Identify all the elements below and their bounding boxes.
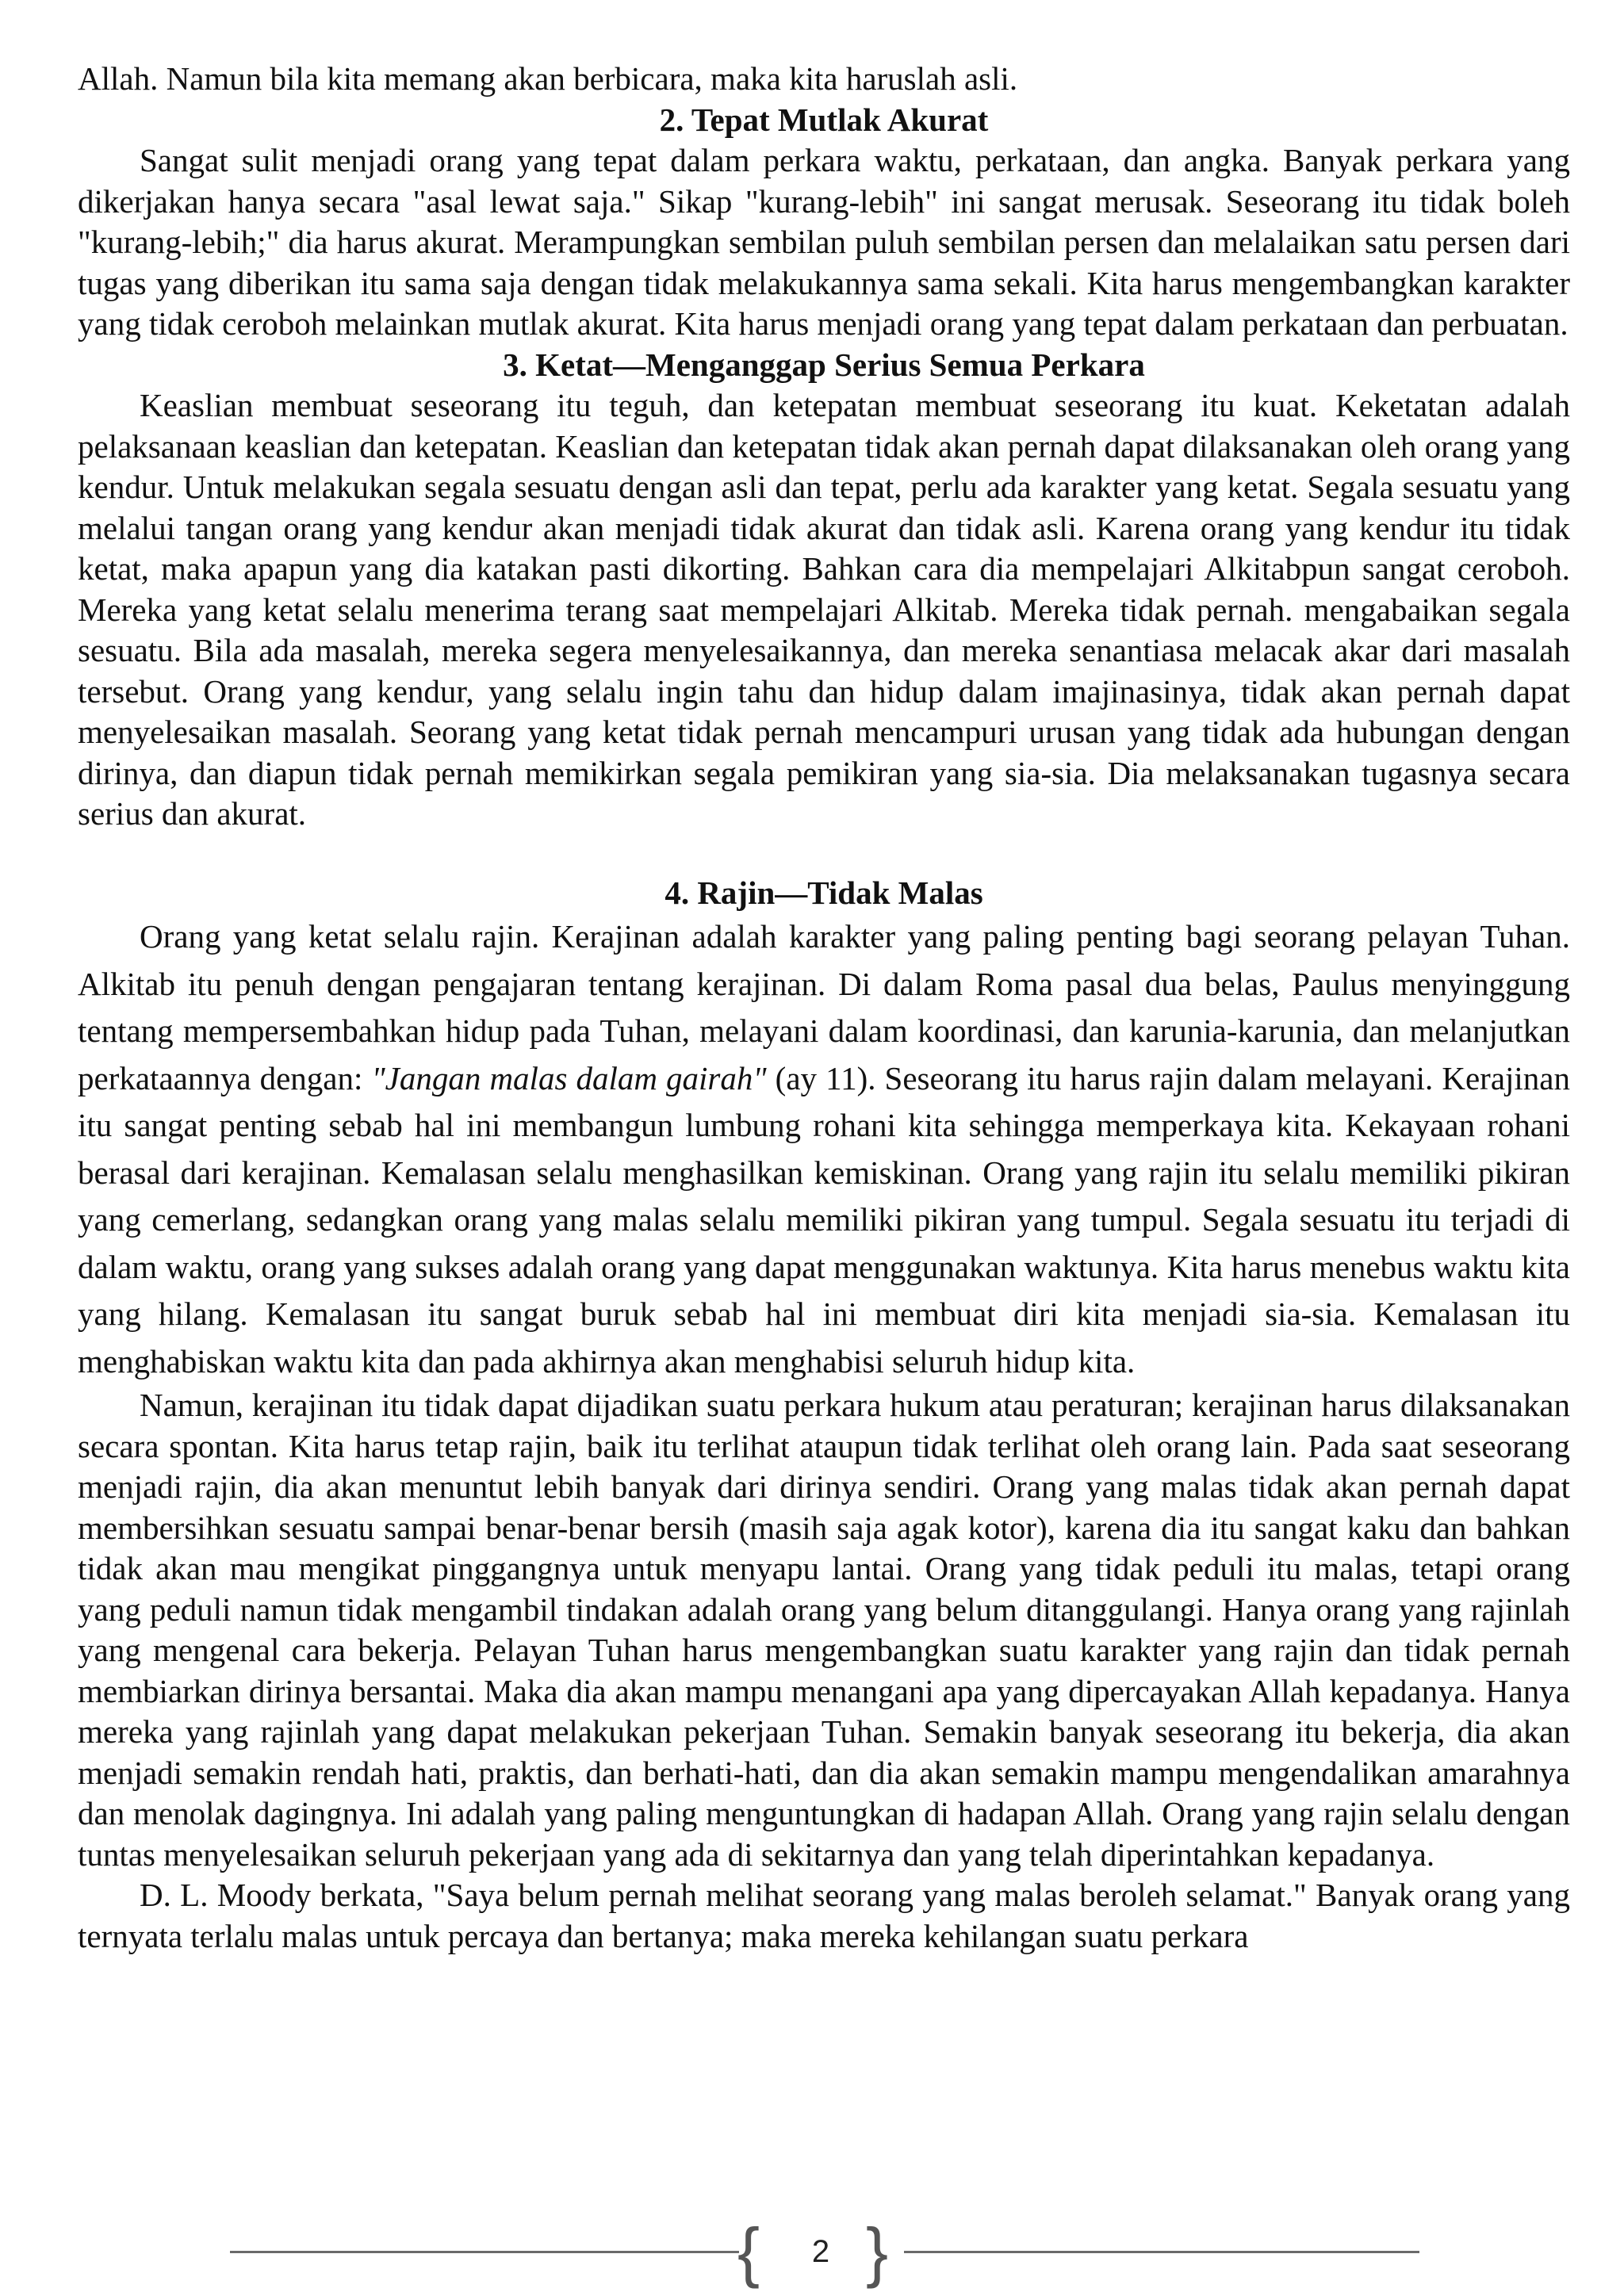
paragraph-rajin-part-2: (ay 11). Seseorang itu harus rajin dalam melayani. Kerajinan itu sangat penting sebab hal ini membangun lumbung rohani kita sehingga memperkaya kita. Kekayaan rohani berasal dari kerajinan. Kemalasan selalu menghasilkan kemiskinan. Orang yang rajin itu selalu memiliki pikiran yang cemerlang, sedangkan orang yang malas selalu memiliki pikiran yang tumpul. Segala sesuatu itu terjadi di dalam waktu, orang yang sukses adalah orang yang dapat menggunakan waktunya. Kita harus menebus waktu kita yang hilang. Kemalasan itu sangat buruk sebab hal ini membuat diri kita menjadi sia-sia. Kemalasan itu menghabiskan waktu kita dan pada akhirnya akan menghabisi seluruh hidup kita. [78, 1059, 1571, 1380]
footer-rule-left [230, 2251, 739, 2253]
open-brace-icon: { [737, 2214, 760, 2289]
footer-rule-right [904, 2251, 1419, 2253]
paragraph-ketat: Keaslian membuat seseorang itu teguh, dan ketepatan membuat seseorang itu kuat. Keketatan adalah pelaksanaan keaslian dan ketepatan. Keaslian dan ketepatan tidak akan pernah dapat dilaksanakan oleh orang yang kendur. Untuk melakukan segala sesuatu dengan asli dan tepat, perlu ada karakter yang ketat. Segala sesuatu yang melalui tangan orang yang kendur akan menjadi tidak akurat dan tidak asli. Karena orang yang kendur itu tidak ketat, maka apapun yang dia katakan pasti dikorting. Bahkan cara dia mempelajari Alkitabpun sangat ceroboh. Mereka yang ketat selalu menerima terang saat mempelajari Alkitab. Mereka tidak pernah. mengabaikan segala sesuatu. Bila ada masalah, mereka segera menyelesaikannya, dan mereka senantiasa melacak akar dari masalah tersebut. Orang yang kendur, yang selalu ingin tahu dan hidup dalam imajinasinya, tidak akan pernah dapat menyelesaikan masalah. Seorang yang ketat tidak pernah mencampuri urusan yang tidak ada hubungan dengan dirinya, dan diapun tidak pernah memikirkan segala pemikiran yang sia-sia. Dia melaksanakan tugasnya secara serius dan akurat. [78, 387, 1570, 832]
close-brace-icon: } [866, 2214, 889, 2289]
section-gap [78, 835, 1570, 873]
page-body [78, 59, 1570, 1957]
heading-rajin: 4. Rajin—Tidak Malas [665, 874, 983, 911]
paragraph-tepat: Sangat sulit menjadi orang yang tepat dalam perkara waktu, perkataan, dan angka. Banyak perkara yang dikerjakan hanya secara "asal lewat saja." Sikap "kurang-lebih" ini sangat merusak. Seseorang itu tidak boleh "kurang-lebih;" dia harus akurat. Merampungkan sembilan puluh sembilan persen dan melalaikan satu persen dari tugas yang diberikan itu sama saja dengan tidak melakukannya sama sekali. Kita harus mengembangkan karakter yang tidak ceroboh melainkan mutlak akurat. Kita harus menjadi orang yang tepat dalam perkataan dan perbuatan. [78, 142, 1570, 342]
paragraph-rajin-part-1: Orang yang ketat selalu rajin. Kerajinan adalah karakter yang paling penting bagi seorang pelayan Tuhan. Alkitab itu penuh dengan pengajaran tentang kerajinan. Di dalam Roma pasal dua belas, Paulus menyinggung tentang mempersembahkan hidup pada Tuhan, melayani dalam koordinasi, dan karunia-karunia, dan melanjutkan perkataannya dengan: [78, 918, 1570, 1096]
heading-ketat: 3. Ketat—Menganggap Serius Semua Perkara [503, 346, 1145, 383]
paragraph-namun: Namun, kerajinan itu tidak dapat dijadikan suatu perkara hukum atau peraturan; kerajinan harus dilaksanakan secara spontan. Kita harus tetap rajin, baik itu terlihat ataupun tidak terlihat oleh orang lain. Pada saat seseorang menjadi rajin, dia akan menuntut lebih banyak dari dirinya sendiri. Orang yang malas tidak akan pernah dapat membersihkan sesuatu sampai benar-benar bersih (masih saja agak kotor), karena dia itu sangat kaku dan bahkan tidak akan mau mengikat pinggangnya untuk menyapu lantai. Orang yang tidak peduli itu malas, tetapi orang yang peduli namun tidak mengambil tindakan adalah orang yang belum ditanggulangi. Hanya orang yang rajinlah yang mengenal cara bekerja. Pelayan Tuhan harus mengembangkan suatu karakter yang rajin dan tidak pernah membiarkan dirinya bersantai. Maka dia akan mampu menangani apa yang dipercayakan Allah kepadanya. Hanya mereka yang rajinlah yang dapat melakukan pekerjaan Tuhan. Semakin banyak seseorang itu bekerja, dia akan menjadi semakin rendah hati, praktis, dan berhati-hati, dan dia akan semakin mampu mengendalikan amarahnya dan menolak dagingnya. Ini adalah yang paling menguntungkan di hadapan Allah. Orang yang rajin selalu dengan tuntas menyelesaikan seluruh pekerjaan yang ada di sekitarnya dan yang telah diperintahkan kepadanya. [78, 1387, 1570, 1873]
paragraph-moody: D. L. Moody berkata, "Saya belum pernah melihat seorang yang malas beroleh selamat." Banyak orang yang ternyata terlalu malas untuk percaya dan bertanya; maka mereka kehilangan suatu perkara [78, 1877, 1570, 1954]
paragraph-rajin [78, 913, 1570, 1385]
paragraph-continuation: Allah. Namun bila kita memang akan berbicara, maka kita haruslah asli. [78, 60, 1018, 97]
scripture-quote: "Jangan malas dalam gairah" [371, 1059, 767, 1096]
page-number: 2 [811, 2234, 830, 2269]
page-footer [0, 2214, 1624, 2289]
heading-tepat-mutlak-akurat: 2. Tepat Mutlak Akurat [659, 101, 989, 138]
